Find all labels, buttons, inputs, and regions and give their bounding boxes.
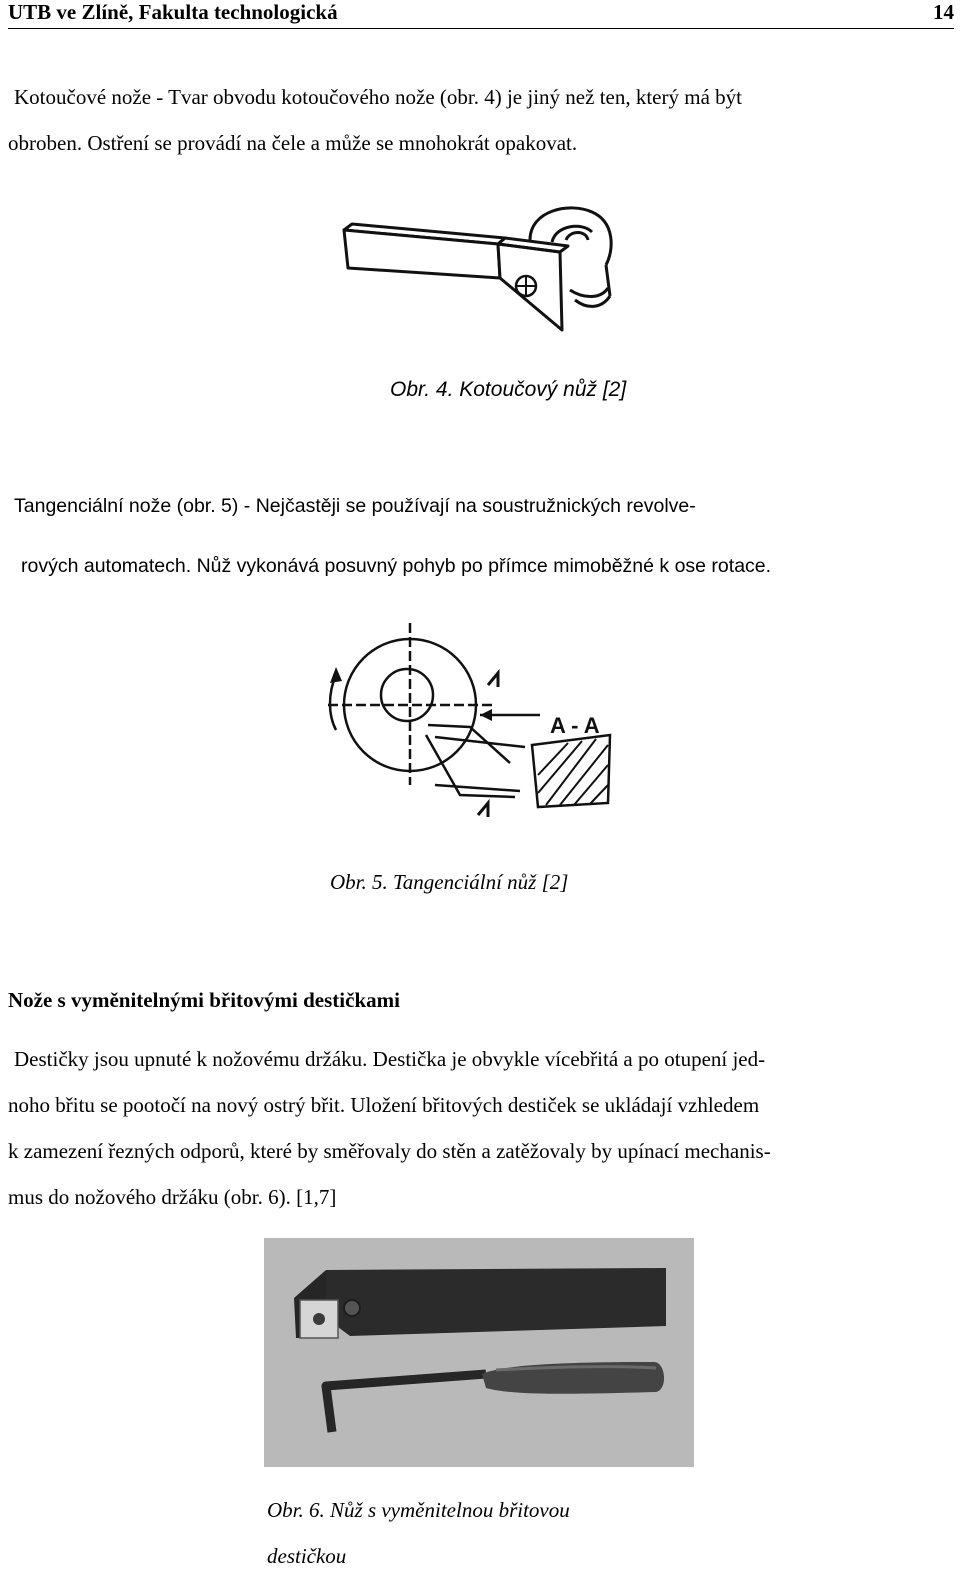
page-header (8, 0, 954, 29)
text-line: obroben. Ostření se provádí na čele a může se mnohokrát opakovat. (8, 131, 578, 155)
paragraph-tangential-knives (14, 476, 954, 596)
figure-4-disc-knife-drawing (330, 180, 630, 350)
text-line: mus do nožového držáku (obr. 6). [1,7] (8, 1185, 337, 1209)
text-line: noho břitu se pootočí na nový ostrý břit. Uložení břitových destiček se ukládají vzhledem (8, 1093, 760, 1117)
text-line: Destičky jsou upnuté k nožovému držáku. Destička je obvykle vícebřitá a po otupení jed- (14, 1047, 766, 1071)
figure-5-tangential-knife-drawing (310, 605, 640, 830)
section-heading: Nože s vyměnitelnými břitovými destičkami (8, 988, 400, 1012)
page-number: 14 (933, 0, 954, 24)
figure-6-caption-line-1: Obr. 6. Nůž s vyměnitelnou břitovou (267, 1498, 570, 1522)
figure-5-caption: Obr. 5. Tangenciální nůž [2] (330, 870, 569, 894)
paragraph-indexable-inserts (8, 1036, 954, 1220)
header-title: UTB ve Zlíně, Fakulta technologická (8, 0, 338, 24)
paragraph-disc-knives (8, 74, 954, 166)
figure-6-tool-holder-photo (264, 1238, 694, 1467)
figure-4-caption: Obr. 4. Kotoučový nůž [2] (390, 378, 627, 401)
figure-6-caption-line-2: destičkou (267, 1544, 347, 1568)
section-label: A - A (550, 713, 600, 738)
text-line: Kotoučové nože - Tvar obvodu kotoučového nože (obr. 4) je jiný než ten, který má být (14, 85, 742, 109)
text-line: k zamezení řezných odporů, které by směřovaly do stěn a zatěžovaly by upínací mechanis- (8, 1139, 771, 1163)
text-line: Tangenciální nože (obr. 5) - Nejčastěji se používají na soustružnických revolve- (14, 495, 696, 517)
text-line: rových automatech. Nůž vykonává posuvný pohyb po přímce mimoběžné k ose rotace. (21, 555, 772, 577)
